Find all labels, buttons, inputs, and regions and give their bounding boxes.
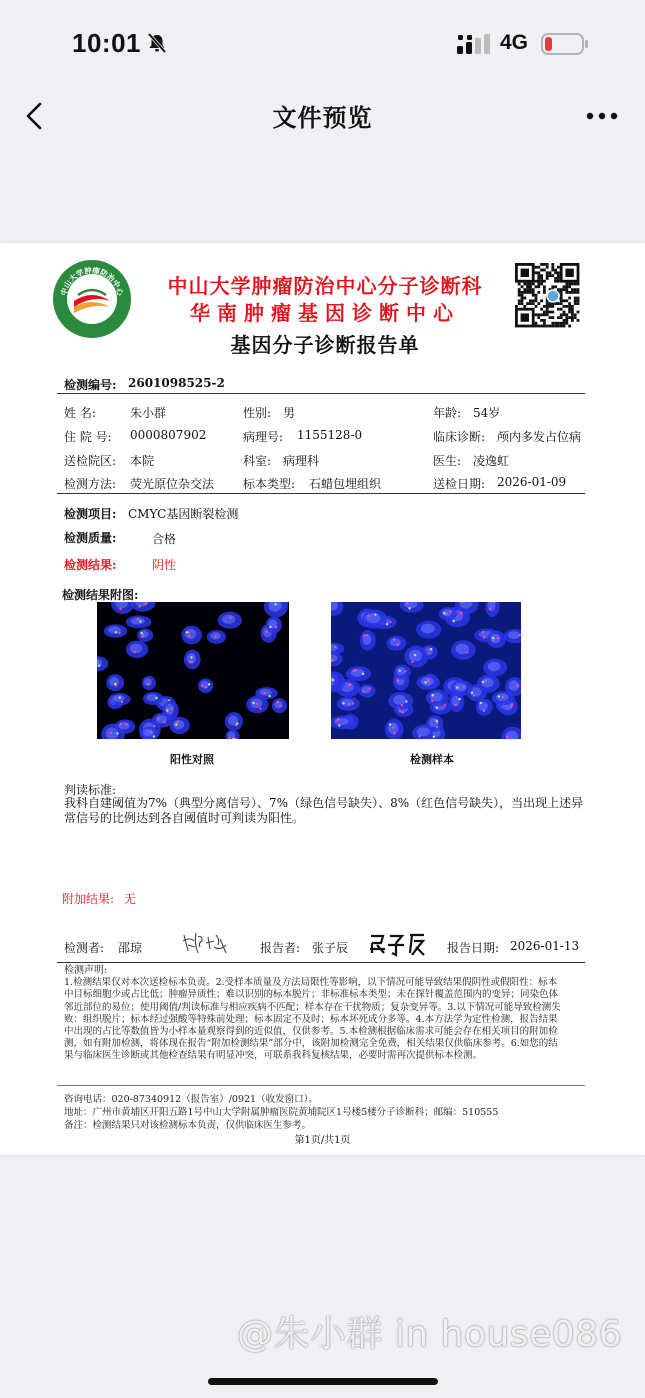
test-item-label: 检测项目: xyxy=(64,507,117,521)
test-result-label: 检测结果: xyxy=(64,558,117,572)
method-label: 检测方法: xyxy=(64,477,117,491)
doctor-label: 医生: xyxy=(433,454,462,468)
test-quality-label: 检测质量: xyxy=(64,531,117,545)
submit-date-label: 送检日期: xyxy=(433,477,486,491)
diagnosis-value: 颅内多发占位病 xyxy=(497,430,582,444)
signal-icon xyxy=(457,34,493,54)
name-label: 姓 名: xyxy=(64,406,96,420)
test-number-label: 检测编号: xyxy=(64,378,117,392)
hospital-logo xyxy=(52,259,132,339)
report-date-label: 报告日期: xyxy=(447,941,500,955)
inpatient-label: 住 院 号: xyxy=(64,430,112,444)
name-value: 朱小群 xyxy=(130,406,167,420)
test-number-value: 2601098525-2 xyxy=(128,376,225,390)
disclaimer xyxy=(64,965,564,1063)
page-number: 第1页/共1页 xyxy=(294,1135,351,1146)
org-name-2: 华南肿瘤基因诊断中心 xyxy=(190,301,460,325)
status-time: 10:01 xyxy=(72,28,141,58)
page-title: 文件预览 xyxy=(272,104,373,132)
tester-name: 邵琼 xyxy=(118,941,143,955)
hospital-label: 送检院区: xyxy=(64,454,117,468)
inpatient-value: 0000807902 xyxy=(130,428,207,442)
test-quality-value: 合格 xyxy=(152,532,177,546)
reporter-label: 报告者: xyxy=(260,941,301,955)
footnote: 备注：检测结果只对该检测标本负责，仅供临床医生参考。 xyxy=(64,1120,312,1131)
criteria-text: 我科自建阈值为7%（典型分离信号）、7%（绿色信号缺失）、8%（红色信号缺失），当出现上述异常信号的比例达到各自阈值时可判读为阳性。 xyxy=(64,796,584,825)
test-item-value: CMYC基因断裂检测 xyxy=(128,507,239,521)
method-value: 荧光原位杂交法 xyxy=(130,477,215,491)
nav-bar xyxy=(0,88,645,144)
images-label: 检测结果附图: xyxy=(62,588,139,602)
status-bar xyxy=(0,0,645,88)
reporter-signature xyxy=(368,931,426,957)
test-sample-image xyxy=(331,602,521,739)
org-name-1: 中山大学肿瘤防治中心分子诊断科 xyxy=(167,274,483,298)
disclaimer-title: 检测声明: xyxy=(64,965,108,976)
battery-low-icon xyxy=(541,32,589,56)
department-value: 病理科 xyxy=(283,454,320,468)
submit-date-value: 2026-01-09 xyxy=(497,475,567,489)
hospital-value: 本院 xyxy=(130,454,155,468)
divider xyxy=(57,393,585,394)
sample-type-value: 石蜡包埋组织 xyxy=(309,477,382,491)
gender-label: 性别: xyxy=(243,406,272,420)
test-result-value: 阴性 xyxy=(152,558,177,572)
logo-text: 中山大学肿瘤防治中心 xyxy=(59,265,125,297)
reporter-name: 张子辰 xyxy=(312,941,349,955)
test-sample-caption: 检测样本 xyxy=(410,753,454,766)
pathology-label: 病理号: xyxy=(243,430,284,444)
disclaimer-text: 1.检测结果仅对本次送检标本负责。2.受样本质量及方法局限性等影响，以下情况可能导致结果假阴性或假阳性：标本中目标细胞少或占比低；肿瘤异质性；难以识别的标本脱片；非标准标本类型；未在探针覆盖范围内的变异；同染色体邻近部位的易位；使用阈值/判读标准与相应疾病不匹配；样本存在干扰物质；复杂变异等。3.以下情况可能导致检测失败：组织脱片；标本经过强酸等特殊前处理；标本固定不及时；标本坏死成分多等。4.本方法学为定性检测，报告结果中出现的占比等数值皆为小样本量观察得到的近似值，仅供参考。5.本检测根据临床需求可能会存在相关项目的附加检测，如有附加检测，将体现在报告“附加检测结果”部分中，该附加检测完全免费，相关结果仅供临床参考。6.如您的结果与临床医生诊断或其他检查结果有明显冲突，可联系我科复核结果，必要时需再次提供标本检测。 xyxy=(64,977,561,1062)
positive-control-caption: 阳性对照 xyxy=(170,753,214,766)
report-title: 基因分子诊断报告单 xyxy=(230,333,420,357)
sample-type-label: 标本类型: xyxy=(243,477,296,491)
additional-result-value: 无 xyxy=(124,892,137,906)
criteria-label: 判读标准: xyxy=(64,783,117,797)
gender-value: 男 xyxy=(283,406,296,420)
positive-control-image xyxy=(97,602,289,739)
home-indicator[interactable] xyxy=(208,1378,438,1385)
tester-signature xyxy=(180,929,230,957)
report-date-value: 2026-01-13 xyxy=(510,939,580,953)
diagnosis-label: 临床诊断: xyxy=(433,430,486,444)
divider xyxy=(57,962,585,963)
age-value: 54岁 xyxy=(473,406,501,420)
tester-label: 检测者: xyxy=(64,941,105,955)
report-document[interactable] xyxy=(0,243,645,1155)
pathology-value: 1155128-0 xyxy=(297,428,363,442)
qr-code[interactable] xyxy=(513,262,583,328)
address: 地址：广州市黄埔区开阳五路1号中山大学附属肿瘤医院黄埔院区1号楼5楼分子诊断科；邮编：510555 xyxy=(64,1107,499,1118)
network-type: 4G xyxy=(500,31,529,54)
doctor-value: 凌逸虹 xyxy=(473,454,510,468)
consult-phone: 咨询电话：020-87340912（报告室）/0921（收发窗口）。 xyxy=(64,1094,318,1105)
age-label: 年龄: xyxy=(433,406,462,420)
more-icon[interactable] xyxy=(580,98,624,134)
divider xyxy=(57,1085,585,1086)
divider xyxy=(57,493,585,494)
additional-result-label: 附加结果: xyxy=(62,892,115,906)
bell-muted-icon xyxy=(146,32,168,54)
watermark: @朱小群 in house086 xyxy=(237,1314,622,1355)
department-label: 科室: xyxy=(243,454,272,468)
